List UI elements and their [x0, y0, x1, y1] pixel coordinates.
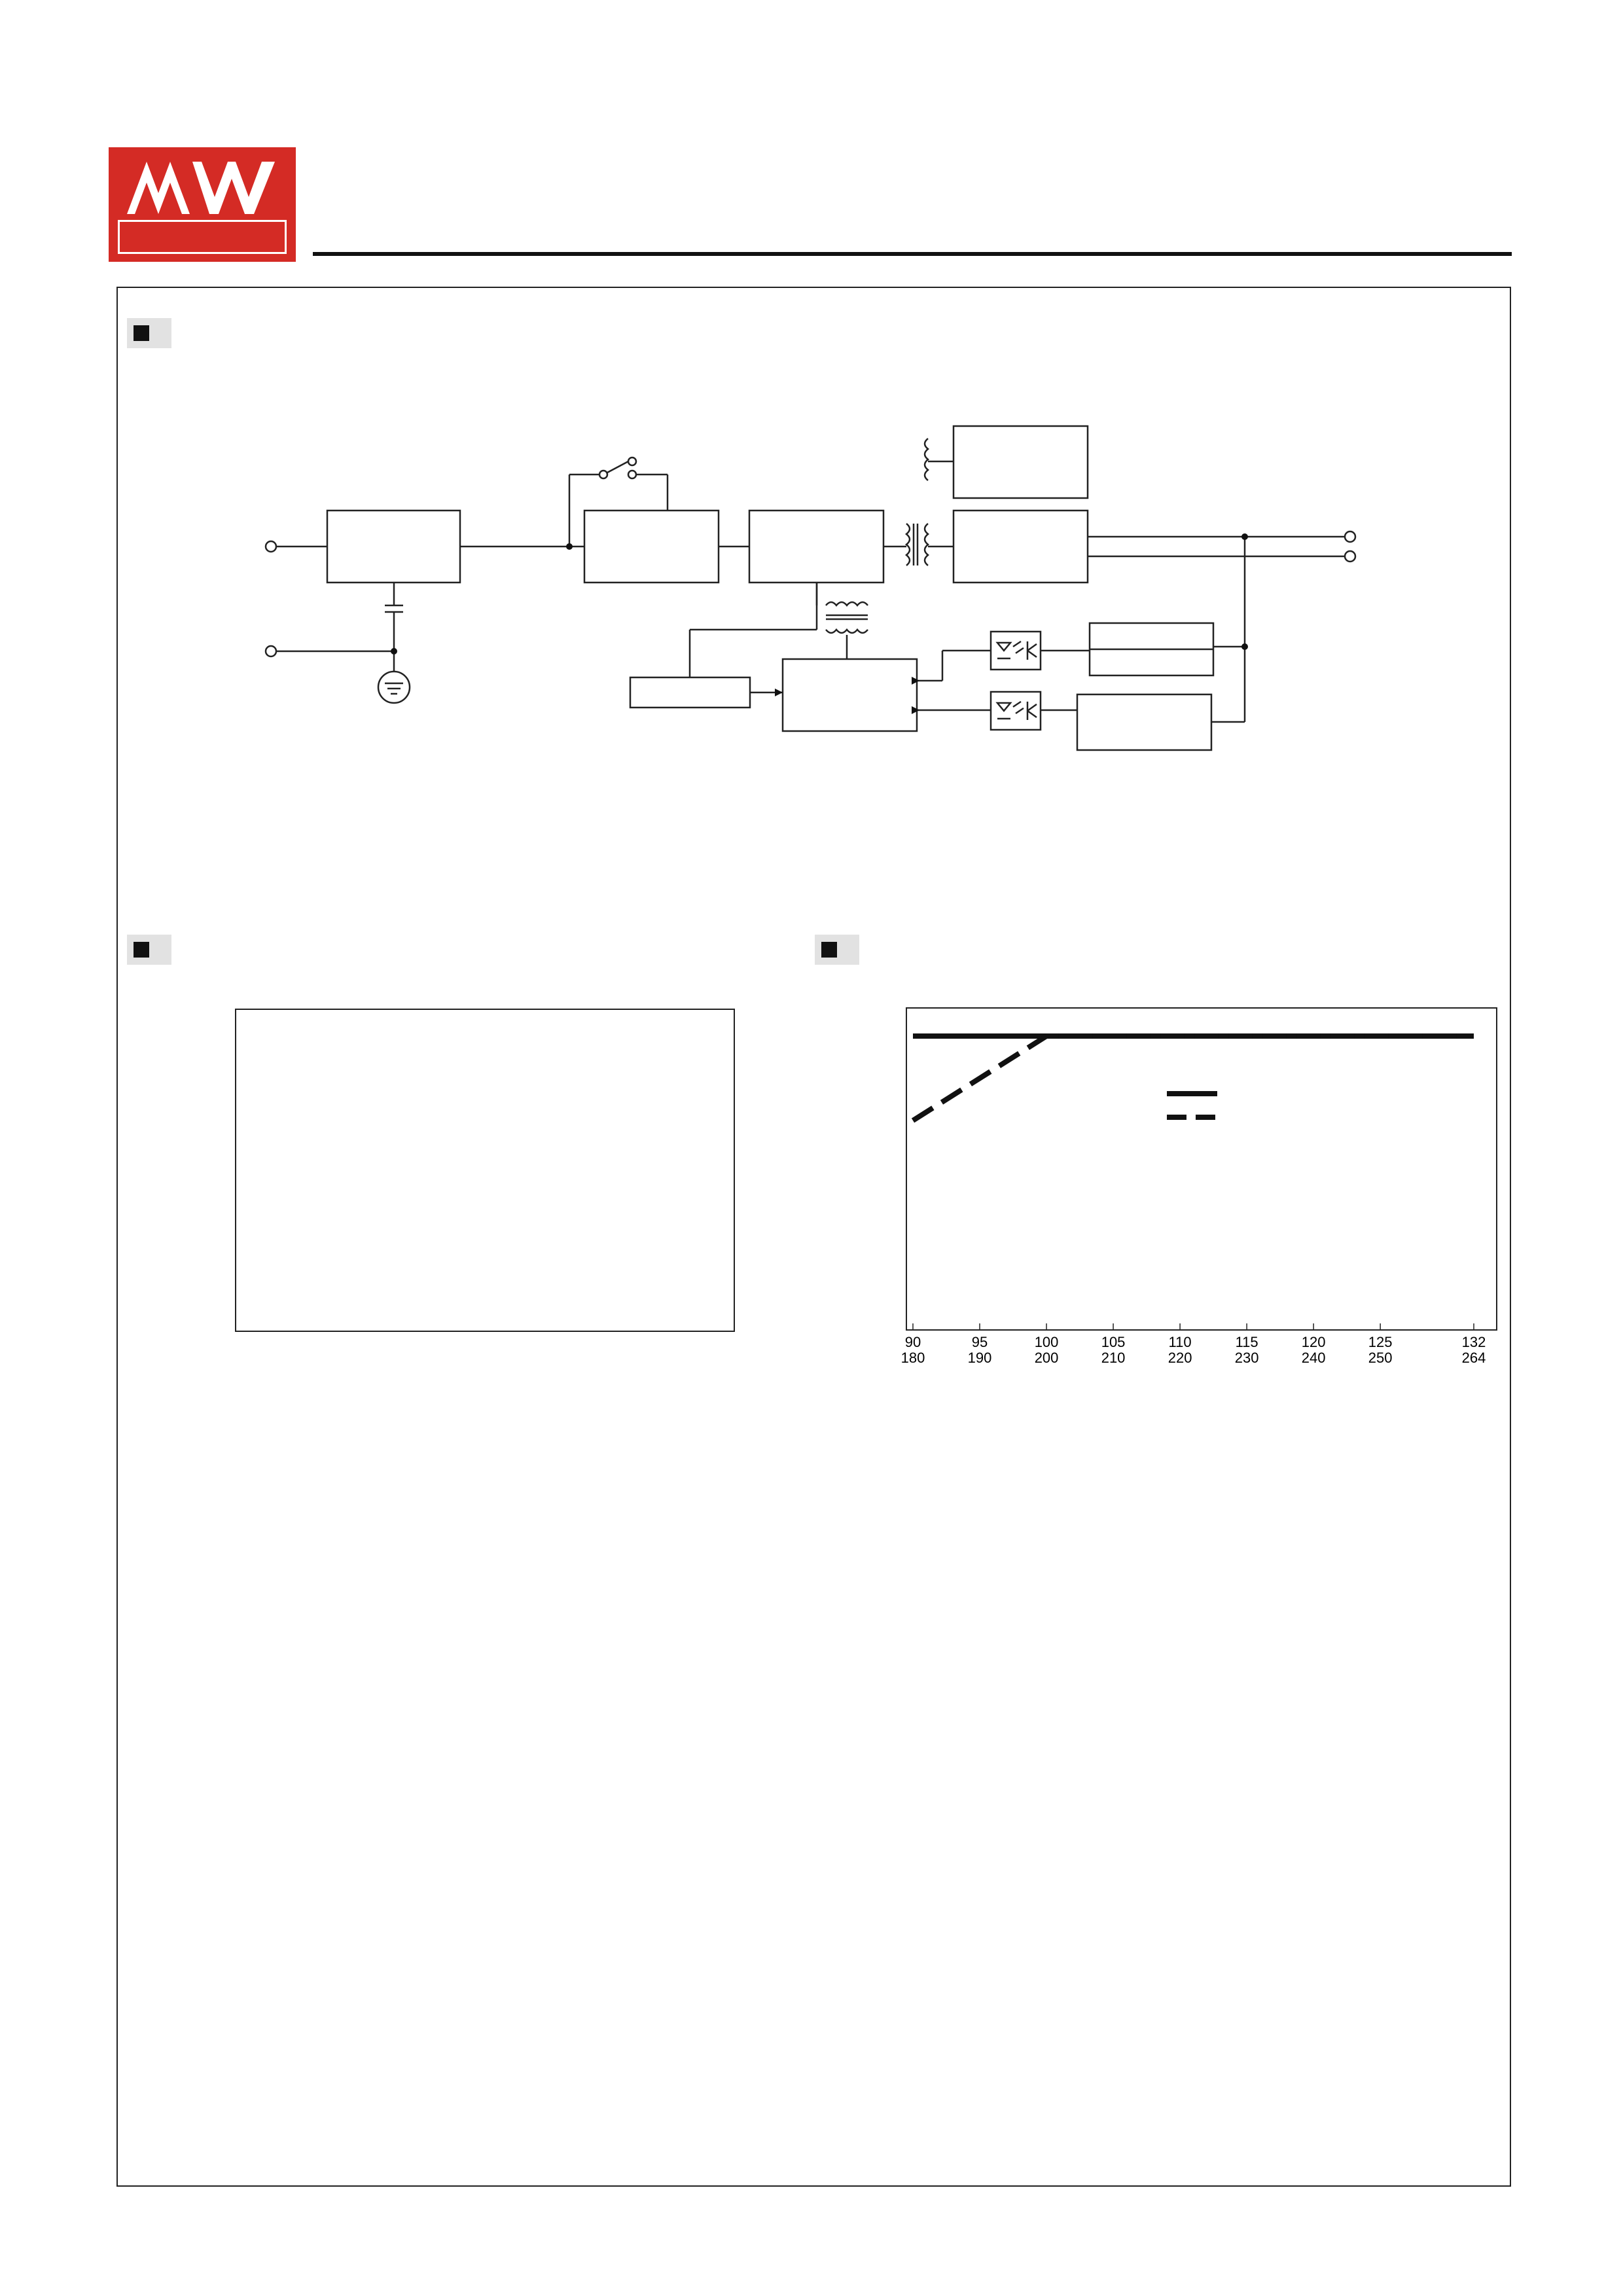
- box-pwm: [783, 659, 917, 731]
- x-tick-label-top: 110: [1168, 1334, 1192, 1350]
- x-tick-label-top: 105: [1101, 1334, 1126, 1350]
- box-olp: [630, 677, 750, 708]
- box-rectifier: [584, 511, 719, 583]
- x-tick-label-top: 95: [971, 1334, 988, 1350]
- derating-plot-area: [236, 1009, 734, 1331]
- box-detection: [1077, 694, 1211, 750]
- x-tick-label-top: 100: [1034, 1334, 1059, 1350]
- section-header-static: [815, 935, 859, 965]
- x-tick-label-bottom: 264: [1461, 1350, 1486, 1366]
- x-tick-label-top: 120: [1301, 1334, 1326, 1350]
- x-tick-label-top: 132: [1461, 1334, 1486, 1350]
- x-tick-label-top: 90: [904, 1334, 921, 1350]
- box-rect-filter-1: [954, 426, 1088, 498]
- x-tick-label-top: 125: [1368, 1334, 1393, 1350]
- x-tick-label-top: 115: [1235, 1334, 1258, 1350]
- section-header-derating: [127, 935, 171, 965]
- box-switching: [749, 511, 883, 583]
- box-rect-filter-2: [954, 511, 1088, 583]
- block-diagram: [0, 0, 1623, 851]
- static-series-line-1: [913, 1036, 1474, 1121]
- x-tick-label-bottom: 200: [1034, 1350, 1059, 1366]
- x-tick-label-bottom: 230: [1234, 1350, 1259, 1366]
- x-tick-label-bottom: 210: [1101, 1350, 1126, 1366]
- x-tick-label-bottom: 250: [1368, 1350, 1393, 1366]
- section-bullet-icon: [134, 942, 149, 958]
- x-tick-label-bottom: 220: [1168, 1350, 1192, 1366]
- section-bullet-icon: [821, 942, 837, 958]
- photocoupler-1: [991, 632, 1041, 670]
- derating-chart: [118, 969, 812, 1440]
- x-tick-label-bottom: 190: [967, 1350, 992, 1366]
- static-chart: [812, 969, 1505, 1440]
- x-tick-label-bottom: 180: [901, 1350, 925, 1366]
- static-plot-area: [906, 1008, 1497, 1330]
- photocoupler-2: [991, 692, 1041, 730]
- box-emi-filter: [327, 511, 460, 583]
- x-tick-label-bottom: 240: [1301, 1350, 1326, 1366]
